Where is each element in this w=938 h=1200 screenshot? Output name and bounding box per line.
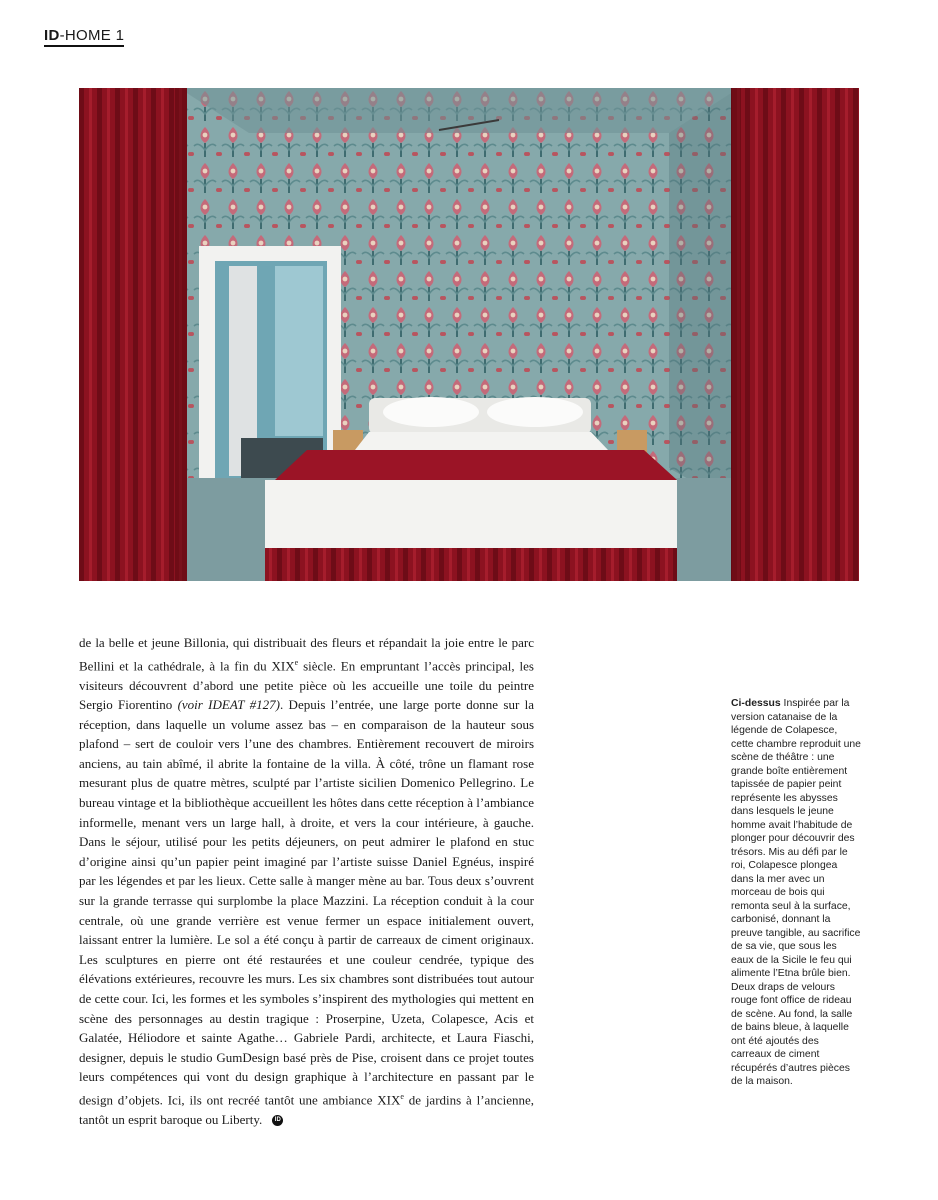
superscript-2: e [400,1091,404,1101]
page-header [44,28,124,47]
photo-caption [731,697,861,1089]
body-text-4: de jardins à l’ancienne, tantôt un esprit baroque ou Liberty. [79,1092,534,1127]
article-paragraph [79,633,534,1130]
body-text-3: . Depuis l’entrée, une large porte donne sur la réception, dans laquelle un volume assez bas – en comparaison de la hauteur sous plafond – sert de couloir vers l’une des chambres. Entièrement recouvert de miroirs anciens, au tain abîmé, il abrite la fontaine de la villa. À côté, trône un flamant rose mesurant plus de quatre mètres, sculpté par l’artiste sicilien Domenico Pellegrino. Le bureau vintage et la bibliothèque accueillent les hôtes dans cette réception à l’ambiance informelle, menant vers un large hall, à droite, et vers la cour intérieure, à gauche. Dans le séjour, utilisé pour les petits déjeuners, on peut admirer le plafond en stuc d’origine ainsi qu’un papier peint imaginé par l’artiste suisse Daniel Egnéus, inspiré par les légendes et par les lieux. Cette salle à manger mène au bar. Tous deux s’ouvrent sur la grande terrasse qui surplombe la place Mazzini. La réception conduit à la cour centrale, où une grande verrière est venue fermer un espace initialement ouvert, laissant entrer la lumière. Le sol a été conçu à partir de carreaux de ciment originaux. Les sculptures en pierre ont été restaurées et une couleur cendrée, typique des élévations extérieures, recouvre les murs. Les six chambres sont distribuées tout autour de cette cour. Ici, les formes et les symboles s’inspirent des mythologies qui mettent en scène des personnages au destin tragique : Proserpine, Uzeta, Colapesce, Acis et Galatée, Héliodore et sainte Agathe… Gabriele Pardi, architecte, et Laura Fiaschi, designer, depuis le studio GumDesign basé près de Pise, croisent dans ce projet toutes leurs compétences qui vont du design graphique à l’architecture en passant par le design d’objets. Ici, ils ont recréé tantôt une ambiance XIX [79,697,534,1108]
caption-lead: Ci-dessus [731,698,781,709]
body-text-1: de la belle et jeune Billonia, qui distribuait des fleurs et répandait la joie entre le parc Bellini et la cathédrale, à la fin du XIX [79,635,534,673]
body-text-2: siècle. En empruntant l’accès principal, les visiteurs découvrent d’abord une petite pièce où les accueille une toile du peintre Sergio Fiorentino [79,657,534,713]
article-body [79,633,534,1130]
section-title: -HOME 1 [59,27,125,44]
caption-text: Inspirée par la version catanaise de la légende de Colapesce, cette chambre reproduit une scène de théâtre : une grande boîte entièrement tapissée de papier peint représente les abysses dans lesquels le jeune homme avait l’habitude de plonger pour découvrir des trésors. Mis au défi par le roi, Colapesce plongea dans la mer avec un morceau de bois qui remonta seul à la surface, carbonisé, donnant la preuve tangible, au sacrifice de sa vie, que sous les eaux de la Sicile le feu qui alimente l’Etna brûle bien. Deux draps de velours rouge font office de rideau de scène. Au fond, la salle de bains bleue, à laquelle ont été ajoutés des carreaux de ciment récupérés d’autres pièces de la maison. [731,698,861,1087]
bedroom-photo [79,88,859,581]
superscript-1: e [294,657,299,667]
magazine-logo: ID [44,27,60,44]
end-mark-icon: ID [272,1115,283,1126]
magazine-reference: (voir IDEAT #127) [177,697,280,713]
